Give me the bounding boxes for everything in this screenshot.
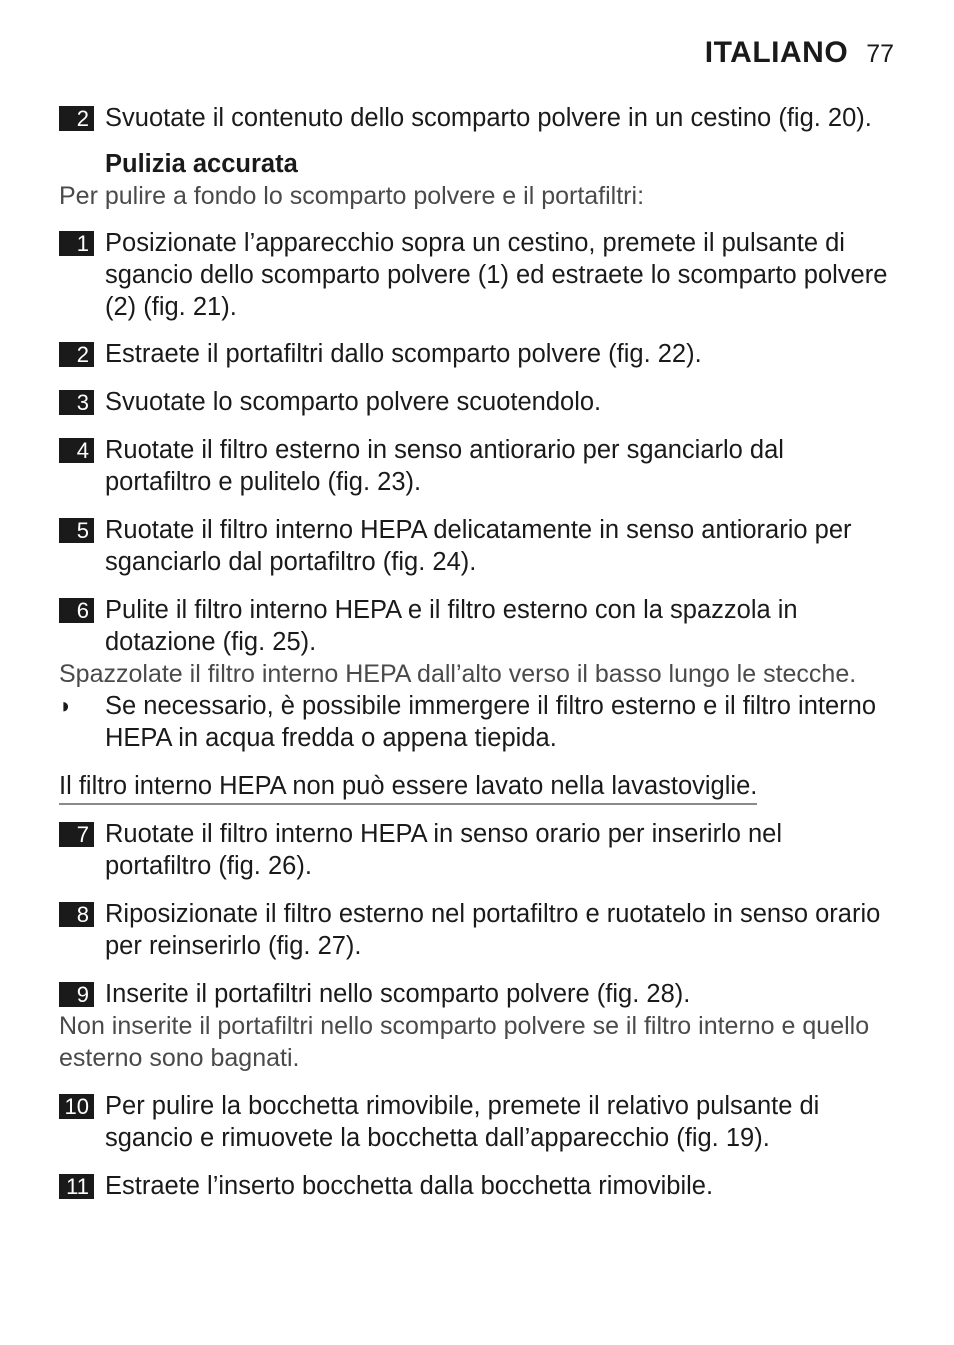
step-1 [59, 227, 889, 323]
manual-content [59, 102, 889, 1202]
step-number: 3 [59, 390, 94, 415]
step-2a [59, 102, 889, 134]
step-text: Estraete l’inserto bocchetta dalla bocchetta rimovibile. [105, 1172, 714, 1200]
step-number: 6 [59, 598, 94, 623]
step-text: Svuotate il contenuto dello scomparto polvere in un cestino (fig. 20). [105, 104, 872, 132]
step-6 [59, 594, 889, 658]
step-text: Posizionate l’apparecchio sopra un cestino, premete il pulsante di sgancio dello scomparto polvere (1) ed estraete lo scomparto polvere (2) (fig. 21). [105, 229, 888, 321]
step-number: 8 [59, 902, 94, 927]
step-number: 10 [59, 1094, 94, 1119]
step-number: 2 [59, 106, 94, 131]
step-11 [59, 1170, 889, 1202]
step-8 [59, 898, 889, 962]
step-number: 5 [59, 518, 94, 543]
note-text: Spazzolate il filtro interno HEPA dall’alto verso il basso lungo le stecche. [59, 660, 857, 688]
step-number: 1 [59, 231, 94, 256]
step-text: Ruotate il filtro interno HEPA delicatamente in senso antiorario per sganciarlo dal portafiltro (fig. 24). [105, 516, 852, 576]
warning-text: Il filtro interno HEPA non può essere lavato nella lavastoviglie. [59, 770, 757, 805]
step-text: Ruotate il filtro interno HEPA in senso orario per inserirlo nel portafiltro (fig. 26). [105, 820, 783, 880]
section-heading: Pulizia accurata [105, 150, 298, 178]
intro-text: Per pulire a fondo lo scomparto polvere e il portafiltri: [59, 182, 645, 210]
step-number: 4 [59, 438, 94, 463]
step-text: Riposizionate il filtro esterno nel portafiltro e ruotatelo in senso orario per reinserirlo (fig. 27). [105, 900, 881, 960]
bullet-text: Se necessario, è possibile immergere il filtro esterno e il filtro interno HEPA in acqua fredda o appena tiepida. [105, 692, 877, 752]
step-5 [59, 514, 889, 578]
step-text: Svuotate lo scomparto polvere scuotendolo. [105, 388, 602, 416]
step-number: 7 [59, 822, 94, 847]
step-text: Estraete il portafiltri dallo scomparto polvere (fig. 22). [105, 340, 702, 368]
step-number: 9 [59, 982, 94, 1007]
note-text: Non inserite il portafiltri nello scomparto polvere se il filtro interno e quello esterno sono bagnati. [59, 1012, 870, 1072]
step-number: 2 [59, 342, 94, 367]
step-number: 11 [59, 1174, 94, 1199]
step-10 [59, 1090, 889, 1154]
step-4 [59, 434, 889, 498]
bullet-item [59, 690, 889, 754]
step-text: Ruotate il filtro esterno in senso antiorario per sganciarlo dal portafiltro e pulitelo (fig. 23). [105, 436, 784, 496]
step-2 [59, 338, 889, 370]
step-text: Pulite il filtro interno HEPA e il filtro esterno con la spazzola in dotazione (fig. 25). [105, 596, 798, 656]
page-header [705, 36, 894, 70]
warning-block [59, 770, 889, 805]
step-text: Per pulire la bocchetta rimovibile, premete il relativo pulsante di sgancio e rimuovete la bocchetta dall’apparecchio (fig. 19). [105, 1092, 820, 1152]
step-text: Inserite il portafiltri nello scomparto polvere (fig. 28). [105, 980, 691, 1008]
step-7 [59, 818, 889, 882]
language-title: ITALIANO [704, 36, 849, 69]
page-number: 77 [866, 40, 894, 68]
bullet-icon: ◗ [59, 693, 73, 718]
step-9 [59, 978, 889, 1010]
step-3 [59, 386, 889, 418]
